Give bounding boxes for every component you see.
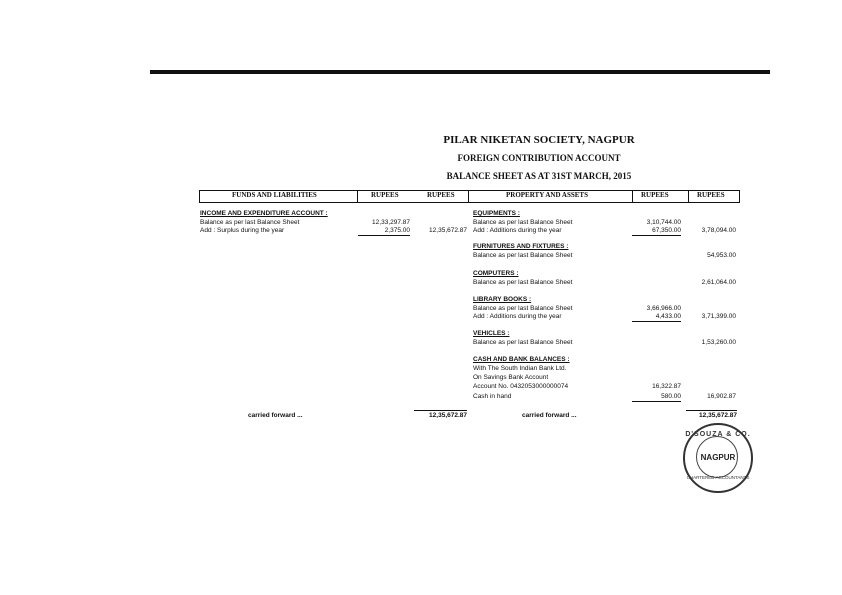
total-rule <box>414 410 467 411</box>
carried-forward-label: carried forward ... <box>248 412 303 419</box>
equipments-heading: EQUIPMENTS : <box>473 210 520 217</box>
asset-line-amount: 16,322.87 <box>652 383 681 390</box>
stamp-bottom-text: CHARTERED ACCOUNTANTS <box>686 475 750 480</box>
column-header-rupees: RUPEES <box>427 191 455 199</box>
library-heading: LIBRARY BOOKS : <box>473 296 532 303</box>
liability-line-label: Add : Surplus during the year <box>200 227 285 234</box>
column-divider <box>688 190 689 203</box>
carried-forward-label: carried forward ... <box>522 412 577 419</box>
column-divider <box>632 190 633 203</box>
society-title: PILAR NIKETAN SOCIETY, NAGPUR <box>443 134 635 146</box>
asset-line-label: Balance as per last Balance Sheet <box>473 339 573 346</box>
furniture-heading: FURNITURES AND FIXTURES : <box>473 243 569 250</box>
vehicles-heading: VEHICLES : <box>473 330 510 337</box>
liability-line-amount: 12,33,297.87 <box>372 219 410 226</box>
carried-forward-total: 12,35,672.87 <box>429 412 467 419</box>
asset-line-label: Cash in hand <box>473 393 512 400</box>
total-rule <box>686 410 737 411</box>
asset-total: 3,71,399.00 <box>701 313 736 320</box>
asset-total: 54,953.00 <box>707 252 736 259</box>
statement-title: BALANCE SHEET AS AT 31ST MARCH, 2015 <box>446 171 632 181</box>
asset-line-label: On Savings Bank Account <box>473 374 549 381</box>
stamp-top-text: D'SOUZA & CO. <box>685 431 751 438</box>
asset-line-amount: 67,350.00 <box>632 227 681 236</box>
liability-total: 12,35,672.87 <box>429 227 467 234</box>
computers-heading: COMPUTERS : <box>473 270 519 277</box>
stamp-city-text: NAGPUR <box>700 453 736 462</box>
column-header-property: PROPERTY AND ASSETS <box>506 191 588 199</box>
account-title: FOREIGN CONTRIBUTION ACCOUNT <box>457 153 621 163</box>
asset-line-label: Add : Additions during the year <box>473 227 562 234</box>
asset-line-label: Add : Additions during the year <box>473 313 562 320</box>
asset-line-label: Balance as per last Balance Sheet <box>473 305 573 312</box>
asset-line-label: Account No. 0432053000000074 <box>473 383 569 390</box>
asset-line-amount: 3,66,966.00 <box>646 305 681 312</box>
liability-line-amount: 2,375.00 <box>358 227 410 236</box>
liability-line-label: Balance as per last Balance Sheet <box>200 219 300 226</box>
asset-total: 1,53,260.00 <box>701 339 736 346</box>
column-divider <box>357 190 358 203</box>
asset-line-amount: 4,433.00 <box>632 313 681 322</box>
column-header-rupees: RUPEES <box>371 191 399 199</box>
asset-line-label: Balance as per last Balance Sheet <box>473 219 573 226</box>
column-divider <box>468 190 469 203</box>
column-header-funds: FUNDS AND LIABILITIES <box>232 191 317 199</box>
income-expenditure-heading: INCOME AND EXPENDITURE ACCOUNT : <box>200 210 328 217</box>
asset-line-amount: 580.00 <box>632 393 681 402</box>
asset-total: 2,61,064.00 <box>701 279 736 286</box>
asset-line-amount: 3,10,744.00 <box>646 219 681 226</box>
asset-total: 3,78,094.00 <box>701 227 736 234</box>
cash-bank-heading: CASH AND BANK BALANCES : <box>473 356 570 363</box>
column-header-rupees: RUPEES <box>641 191 669 199</box>
asset-line-label: With The South Indian Bank Ltd. <box>473 365 567 372</box>
asset-line-label: Balance as per last Balance Sheet <box>473 252 573 259</box>
auditor-stamp <box>683 423 753 493</box>
column-header-rupees: RUPEES <box>697 191 725 199</box>
asset-total: 16,902.87 <box>707 393 736 400</box>
asset-line-label: Balance as per last Balance Sheet <box>473 279 573 286</box>
top-rule <box>150 70 770 74</box>
carried-forward-total: 12,35,672.87 <box>699 412 737 419</box>
